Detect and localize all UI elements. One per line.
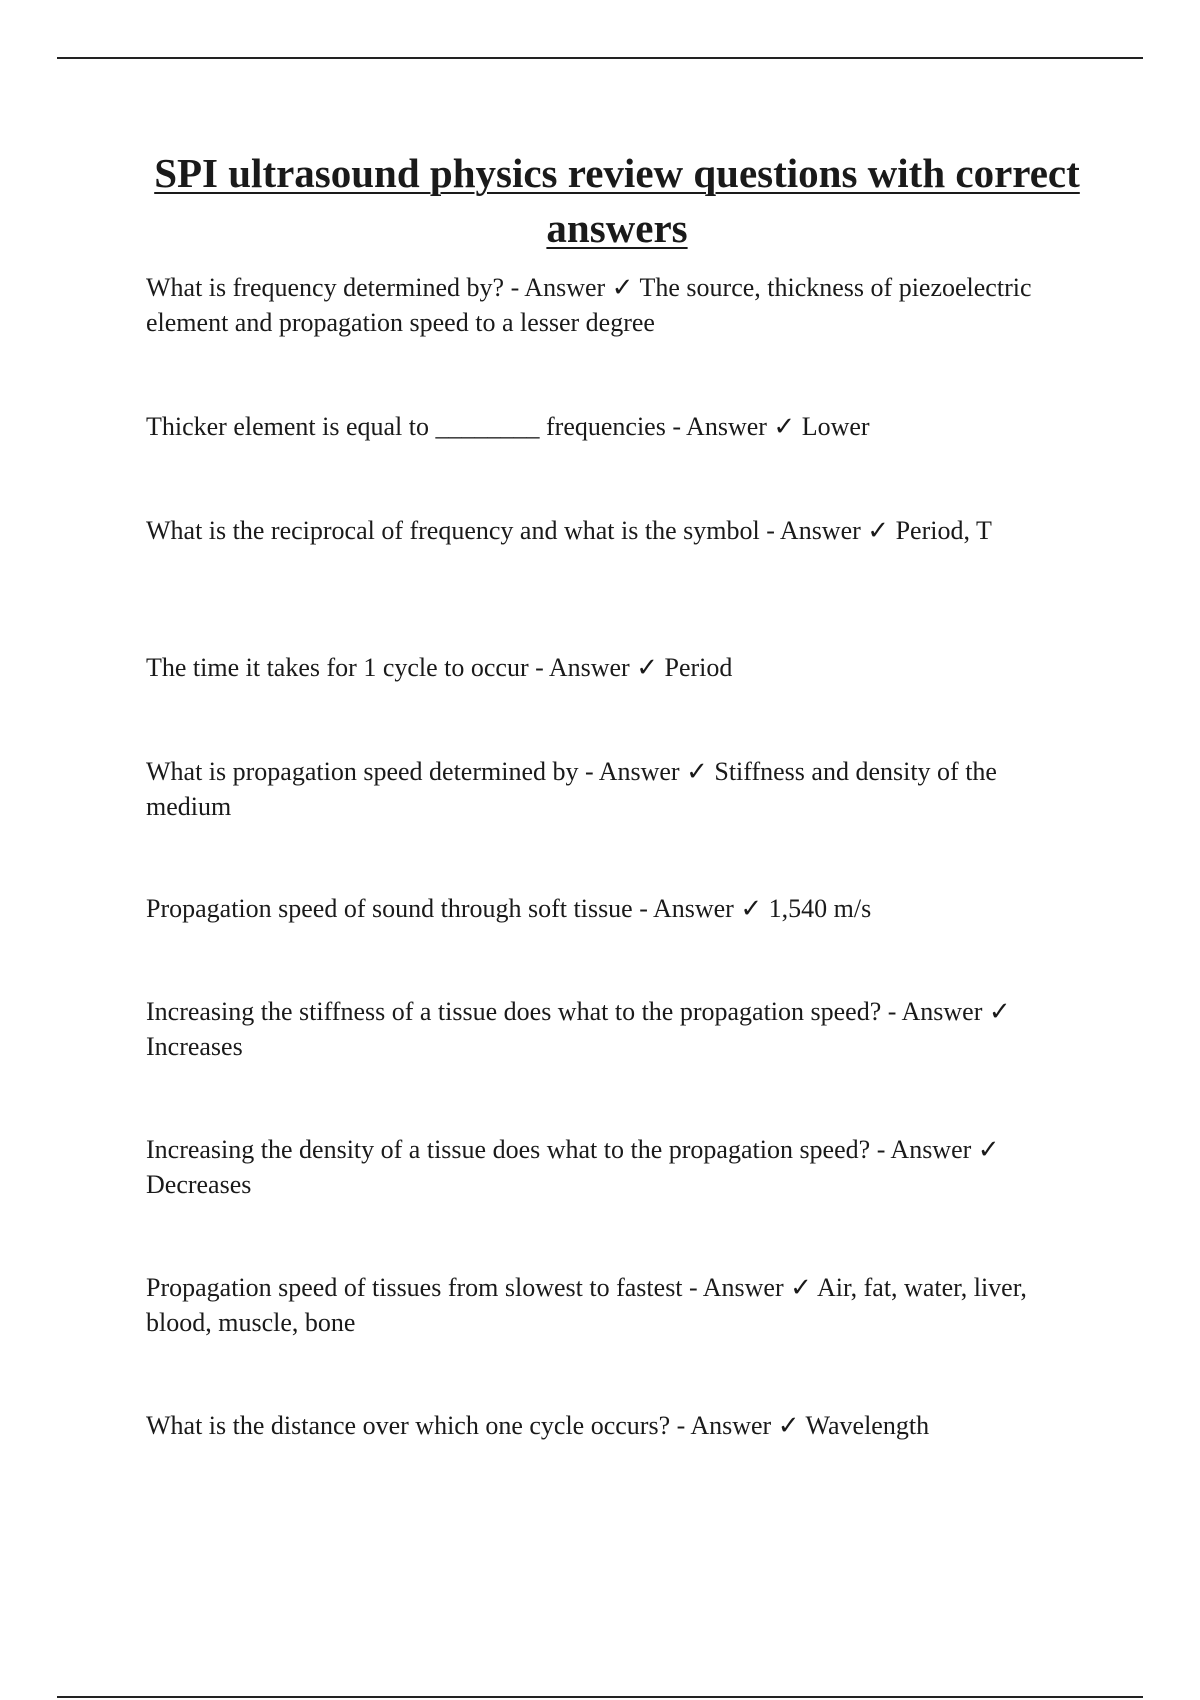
qa-item [146,1408,1086,1443]
question-text: What is frequency determined by? [146,273,505,302]
answer-text: Lower [801,412,870,441]
answer-text: Decreases [146,1170,252,1199]
answer-marker: - Answer [632,894,734,923]
question-text: What is the reciprocal of frequency and what is the symbol [146,516,760,545]
answer-marker: - Answer [578,757,680,786]
answer-marker: - Answer [682,1273,784,1302]
question-text: What is the distance over which one cycle occurs? [146,1411,671,1440]
qa-item [146,754,1086,824]
answer-text: 1,540 m/s [768,894,872,923]
question-text: What is propagation speed determined by [146,757,579,786]
qa-item [146,1270,1086,1340]
qa-item [146,513,1086,548]
answer-marker: - Answer [870,1135,972,1164]
answer-text: Wavelength [805,1411,930,1440]
question-text: Propagation speed of sound through soft tissue [146,894,633,923]
question-text: The time it takes for 1 cycle to occur [146,653,529,682]
bottom-rule [57,1696,1143,1698]
question-text: Thicker element is equal to ________ frequencies [146,412,666,441]
qa-item [146,270,1086,340]
answer-marker: - Answer [528,653,630,682]
check-icon: ✓ [636,653,659,682]
answer-text: The source, thickness of piezoelectric element and propagation speed to a lesser degree [146,273,1032,337]
question-text: Propagation speed of tissues from slowest to fastest [146,1273,683,1302]
check-icon: ✓ [740,894,763,923]
question-text: Increasing the density of a tissue does what to the propagation speed? [146,1135,871,1164]
check-icon: ✓ [790,1273,812,1302]
answer-marker: - Answer [665,412,767,441]
check-icon: ✓ [977,1135,1000,1164]
check-icon: ✓ [867,516,890,545]
qa-item [146,650,1086,685]
check-icon: ✓ [686,757,708,786]
answer-marker: - Answer [670,1411,772,1440]
question-text: Increasing the stiffness of a tissue does what to the propagation speed? [146,997,882,1026]
answer-text: Stiffness and density of the medium [146,757,997,821]
qa-item [146,994,1086,1064]
answer-marker: - Answer [759,516,861,545]
check-icon: ✓ [777,1411,800,1440]
document-title: SPI ultrasound physics review questions with correct answers [154,150,1080,251]
check-icon: ✓ [611,273,634,302]
answer-text: Period, T [895,516,992,545]
answer-text: Air, fat, water, liver, blood, muscle, bone [146,1273,1027,1337]
answer-text: Period [664,653,733,682]
answer-marker: - Answer [881,997,983,1026]
answer-text: Increases [146,1032,243,1061]
check-icon: ✓ [988,997,1011,1026]
qa-item [146,1132,1086,1202]
qa-item [146,409,1086,444]
qa-item [146,891,1086,926]
answer-marker: - Answer [504,273,606,302]
check-icon: ✓ [773,412,796,441]
